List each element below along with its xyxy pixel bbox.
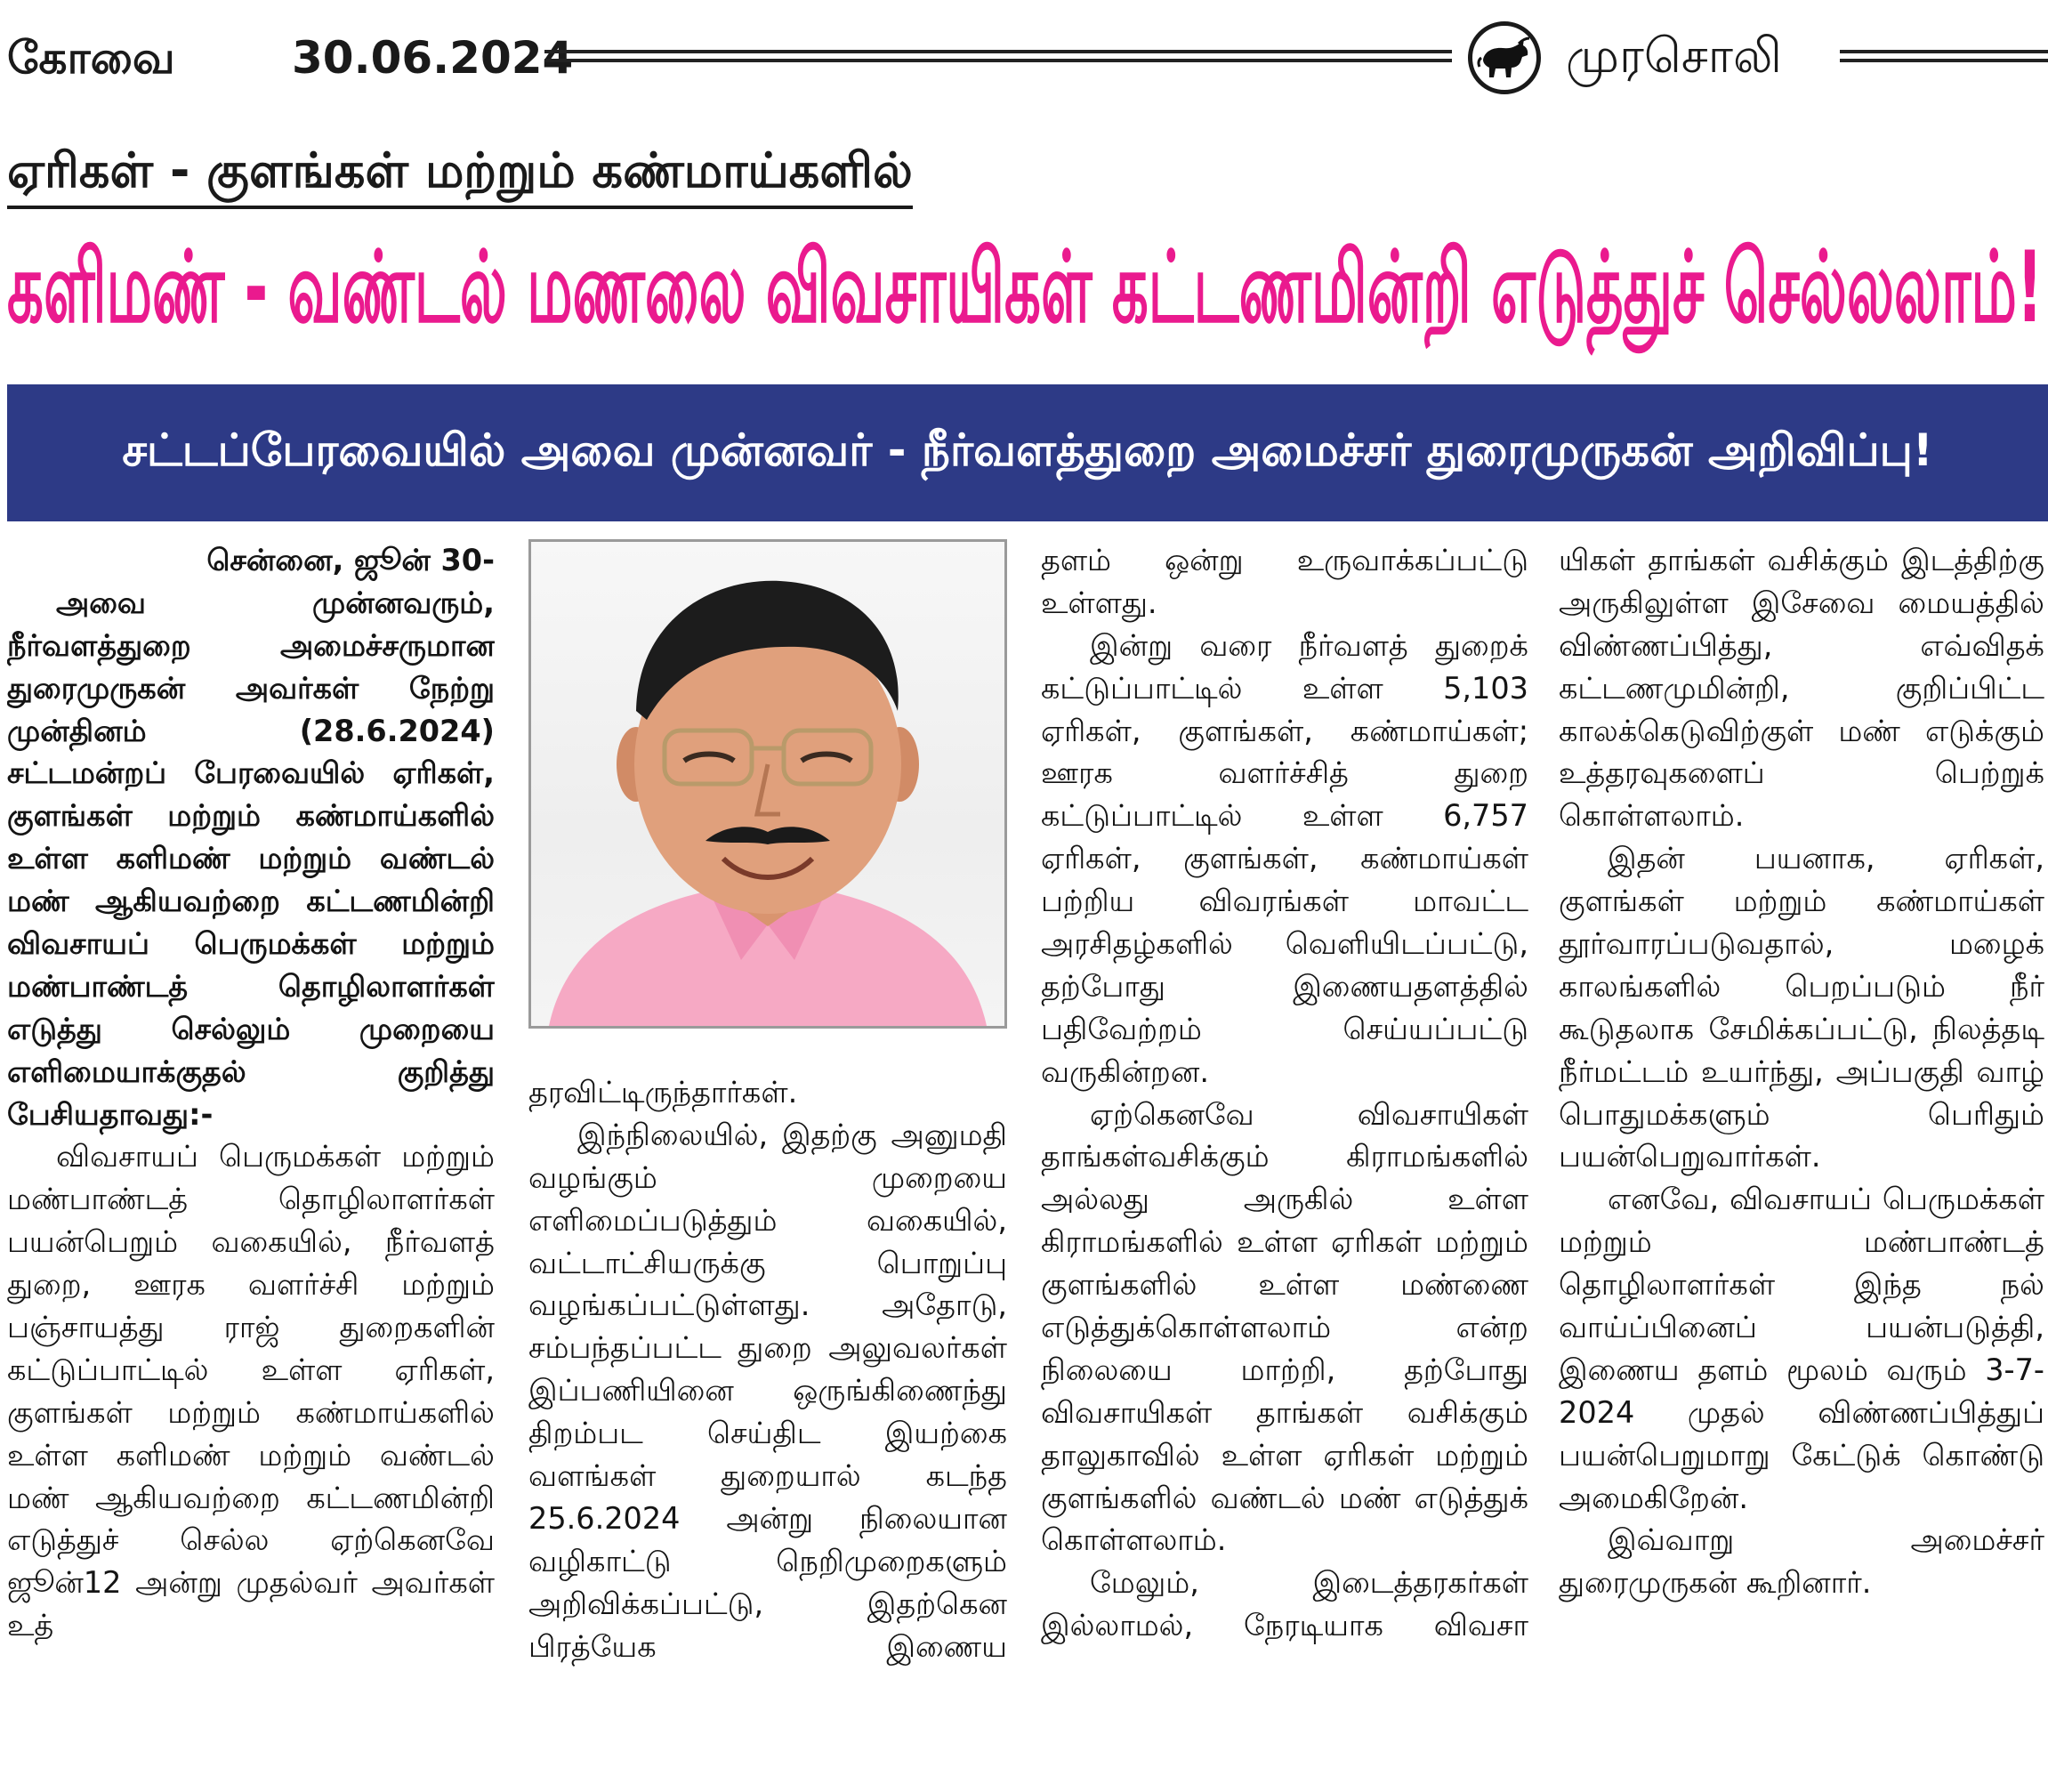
paragraph: மேலும், இடைத்தரகர்கள் இல்லாமல், நேரடியாக விவசா xyxy=(1041,1565,1528,1643)
paragraph: இன்று வரை நீர்வளத் துறைக் கட்டுப்பாட்டில் உள்ள 5,103 ஏரிகள், குளங்கள், கண்மாய்கள்; ஊரக வளர்ச்சித் துறை கட்டுப்பாட்டில் உள்ள 6,757 ஏரிகள், குளங்கள், கண்மாய்கள் பற்றிய விவரங்கள் மாவட்ட அரசிதழ்களில் வெளியிடப்பட்டு, தற்போது இணையதளத்தில் பதிவேற்றம் செய்யப்பட்டு வருகின்றன. xyxy=(1041,627,1528,1089)
article-kicker: ஏரிகள் - குளங்கள் மற்றும் கண்மாய்களில் xyxy=(7,142,913,209)
paragraph: விவசாயப் பெருமக்கள் மற்றும் மண்பாண்டத் தொழிலாளர்கள் பயன்பெறும் வகையில், நீர்வளத் துறை, ஊரக வளர்ச்சி மற்றும் பஞ்சாயத்து ராஜ் துறைகளின் கட்டுப்பாட்டில் உள்ள ஏரிகள், குளங்கள் மற்றும் கண்மாய்களில் உள்ள களிமண் மற்றும் வண்டல் மண் ஆகியவற்றை கட்டணமின்றி எடுத்துச் செல்ல ஏற்கெனவே ஜூன்12 அன்று முதல்வர் அவர்கள் உத் xyxy=(7,1139,495,1643)
subheadline-banner xyxy=(7,384,2048,521)
subheadline-text: சட்டப்பேரவையில் அவை முன்னவர் - நீர்வளத்துறை அமைச்சர் துரைமுருகன் அறிவிப்பு! xyxy=(122,424,1933,476)
issue-date: 30.06.2024 xyxy=(292,32,574,84)
paper-name: முரசொலி xyxy=(1566,28,1782,84)
paragraph: தரவிட்டிருந்தார்கள். xyxy=(528,1075,798,1110)
lead-paragraph: அவை முன்னவரும், நீர்வளத்துறை அமைச்சருமான துரைமுருகன் அவர்கள் நேற்று முன்தினம் (28.6.2024) சட்டமன்றப் பேரவையில் ஏரிகள், குளங்கள் மற்றும் கண்மாய்களில் உள்ள களிமண் மற்றும் வண்டல் மண் ஆகியவற்றை கட்டணமின்றி விவசாயப் பெருமக்கள் மற்றும் மண்பாண்டத் தொழிலாளர்கள் எடுத்து செல்லும் முறையை எளிமையாக்குதல் குறித்து பேசியதாவது:- xyxy=(7,585,495,1132)
paragraph: இதன் பயனாக, ஏரிகள், குளங்கள் மற்றும் கண்மாய்கள் தூர்வாரப்படுவதால், மழைக் காலங்களில் பெறப்படும் நீர் கூடுதலாக சேமிக்கப்பட்டு, நிலத்தடி நீர்மட்டம் உயர்ந்து, அப்பகுதி வாழ் பொதுமக்களும் பெரிதும் பயன்பெறுவார்கள். xyxy=(1559,841,2044,1174)
dateline: சென்னை, ஜூன் 30- xyxy=(206,543,495,577)
paragraph: தளம் ஒன்று உருவாக்கப்பட்டு உள்ளது. xyxy=(1041,543,1528,620)
column-3 xyxy=(1041,539,1528,1792)
header-rule-left xyxy=(544,50,1452,62)
bull-emblem-icon xyxy=(1468,21,1541,94)
paragraph: இவ்வாறு அமைச்சர் துரைமுருகன் கூறினார். xyxy=(1559,1522,2044,1601)
column-1 xyxy=(7,539,495,1792)
minister-portrait-icon xyxy=(528,539,1007,1029)
paragraph: யிகள் தாங்கள் வசிக்கும் இடத்திற்கு அருகிலுள்ள இசேவை மையத்தில் விண்ணப்பித்து, எவ்விதக் கட்டணமுமின்றி, குறிப்பிட்ட காலக்கெடுவிற்குள் மண் எடுக்கும் உத்தரவுகளைப் பெற்றுக் கொள்ளலாம். xyxy=(1559,543,2044,834)
column-2 xyxy=(528,1071,1007,1792)
paragraph: இந்நிலையில், இதற்கு அனுமதி வழங்கும் முறையை எளிமைப்படுத்தும் வகையில், வட்டாட்சியருக்கு பொறுப்பு வழங்கப்பட்டுள்ளது. அதோடு, சம்பந்தப்பட்ட துறை அலுவலர்கள் இப்பணியினை ஒருங்கிணைந்து திறம்பட செய்திட இயற்கை வளங்கள் துறையால் கடந்த 25.6.2024 அன்று நிலையான வழிகாட்டு நெறிமுறைகளும் அறிவிக்கப்பட்டு, இதற்கென பிரத்யேக இணைய xyxy=(528,1117,1007,1664)
paragraph: ஏற்கெனவே விவசாயிகள் தாங்கள்வசிக்கும் கிராமங்களில் அல்லது அருகில் உள்ள கிராமங்களில் உள்ள ஏரிகள் மற்றும் குளங்களில் உள்ள மண்ணை எடுத்துக்கொள்ளலாம் என்ற நிலையை மாற்றி, தற்போது விவசாயிகள் தாங்கள் வசிக்கும் தாலுகாவில் உள்ள ஏரிகள் மற்றும் குளங்களில் வண்டல் மண் எடுத்துக் கொள்ளலாம். xyxy=(1041,1096,1528,1558)
city-label: கோவை xyxy=(7,32,175,84)
column-4 xyxy=(1559,539,2044,1792)
article-headline: களிமண் - வண்டல் மணலை விவசாயிகள் கட்டணமின்றி எடுத்துச் செல்லலாம்! xyxy=(7,230,2043,345)
paragraph: எனவே, விவசாயப் பெருமக்கள் மற்றும் மண்பாண்டத் தொழிலாளர்கள் இந்த நல் வாய்ப்பினைப் பயன்படுத்தி, இணைய தளம் மூலம் வரும் 3-7-2024 முதல் விண்ணப்பித்துப் பயன்பெறுமாறு கேட்டுக் கொண்டு அமைகிறேன். xyxy=(1559,1182,2044,1515)
header-rule-right xyxy=(1840,50,2048,62)
